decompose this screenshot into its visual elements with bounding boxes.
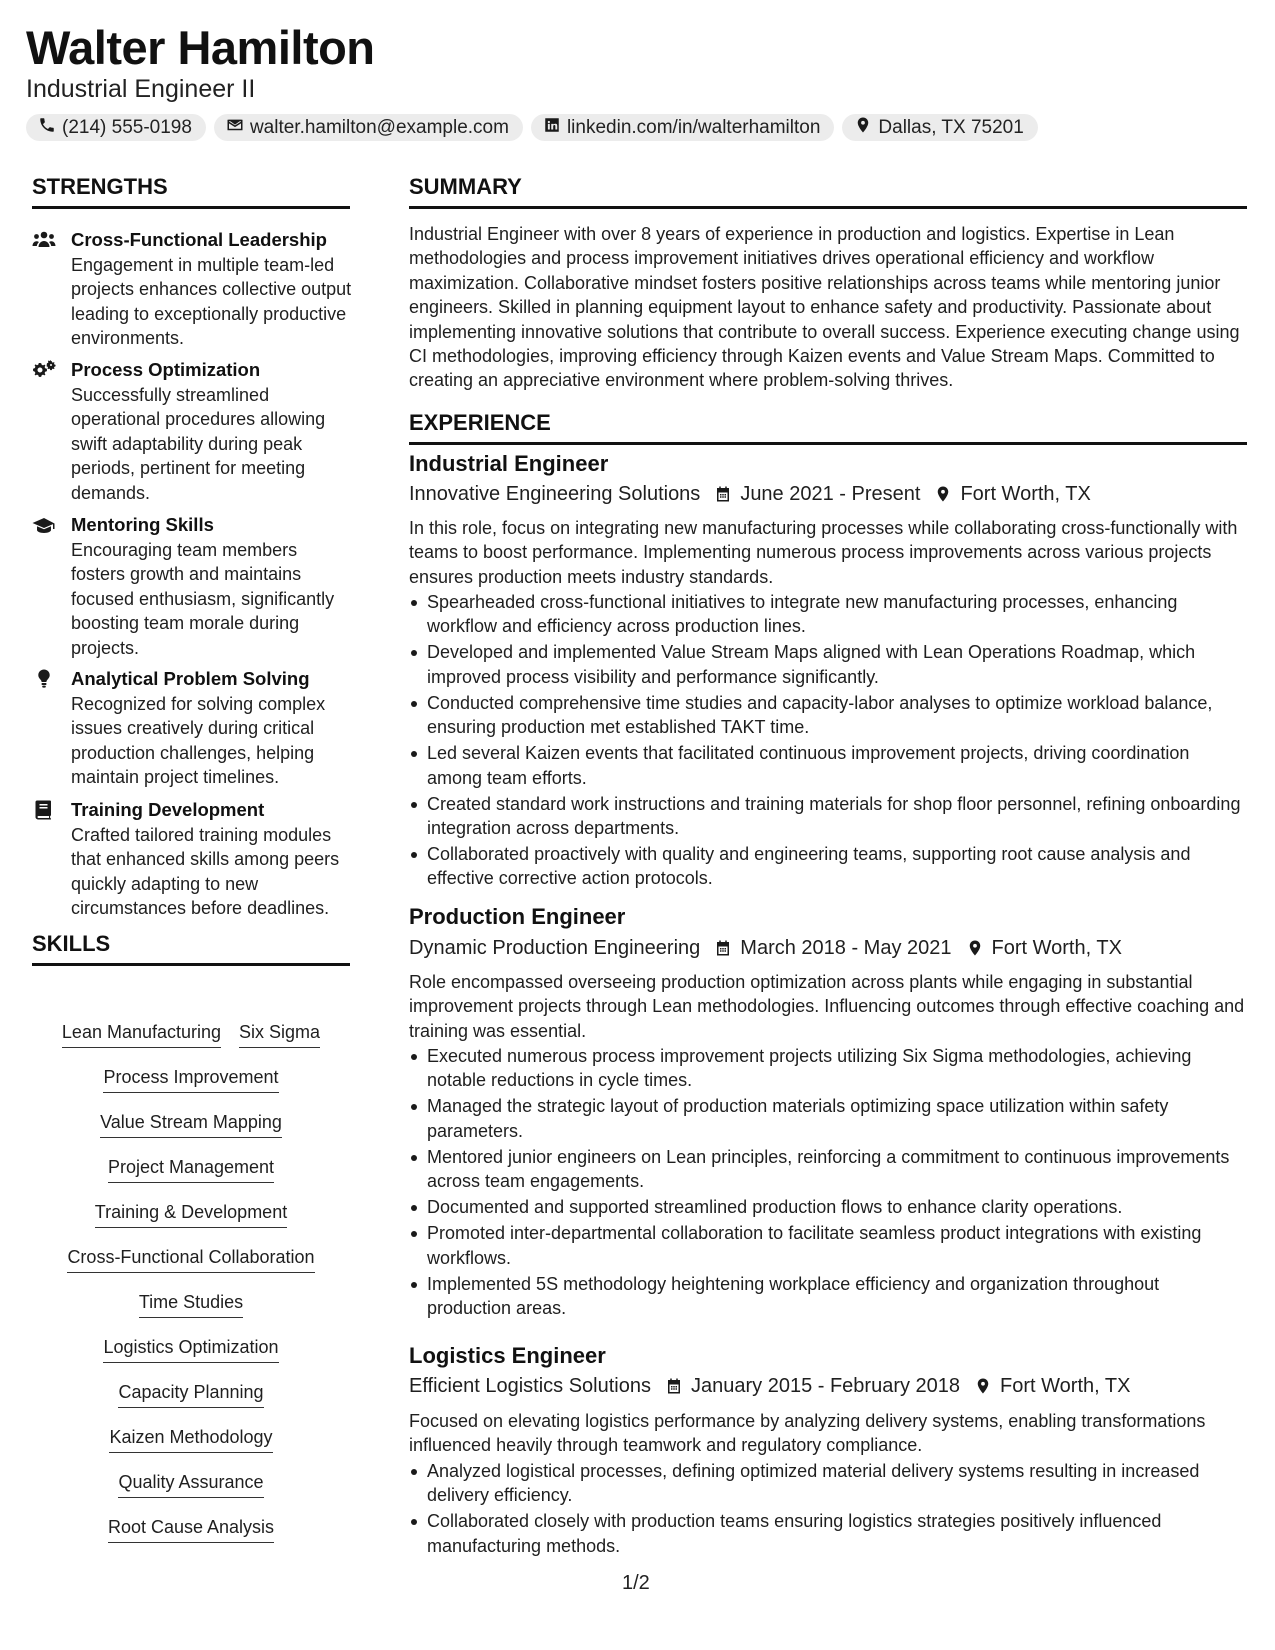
experience-heading: EXPERIENCE xyxy=(409,410,1247,445)
skill-tag: Logistics Optimization xyxy=(103,1335,278,1363)
skill-tag: Process Improvement xyxy=(103,1065,278,1093)
map-pin-icon xyxy=(974,1377,992,1395)
job-location: Fort Worth, TX xyxy=(1000,1375,1131,1397)
contact-linkedin[interactable] xyxy=(531,114,834,141)
strength-title: Training Development xyxy=(71,799,265,820)
job-dates: January 2015 - February 2018 xyxy=(690,1375,961,1397)
job-dates: March 2018 - May 2021 xyxy=(740,937,952,959)
skill-row xyxy=(32,1515,350,1543)
skill-tag: Six Sigma xyxy=(239,1020,320,1048)
company-name: Dynamic Production Engineering xyxy=(409,937,701,959)
skill-row xyxy=(32,1110,350,1138)
strength-description: Crafted tailored training modules that enhanced skills among peers quickly adapting to new circumstances before deadlines. xyxy=(71,825,340,919)
contact-phone-text: (214) 555-0198 xyxy=(62,116,192,138)
skill-row xyxy=(32,1290,350,1318)
map-pin-icon xyxy=(854,116,872,140)
contact-location[interactable] xyxy=(842,114,1037,141)
map-pin-icon xyxy=(934,485,952,503)
skill-tag: Root Cause Analysis xyxy=(108,1515,274,1543)
bullet-item: Led several Kaizen events that facilitated continuous improvement projects, driving coordination among team efforts. xyxy=(409,741,1247,790)
calendar-icon xyxy=(714,485,732,503)
graduation-cap-icon xyxy=(32,515,56,535)
strength-title: Process Optimization xyxy=(71,359,261,380)
skill-tag: Time Studies xyxy=(139,1290,243,1318)
job-description: Role encompassed overseeing production optimization across plants while engaging in substantial improvement projects through Lean methodologies. Influencing outcomes through effective coaching and training was essential. xyxy=(409,972,1245,1041)
summary-heading: SUMMARY xyxy=(409,174,1247,209)
bullet-item: Promoted inter-departmental collaboration to facilitate seamless product integrations with existing workflows. xyxy=(409,1221,1247,1270)
bullet-item: Spearheaded cross-functional initiatives to integrate new manufacturing processes, enhancing workflow and efficiency across production lines. xyxy=(409,590,1247,639)
linkedin-icon xyxy=(543,116,561,140)
skill-row xyxy=(32,1200,350,1228)
bullet-item: Implemented 5S methodology heightening workplace efficiency and organization throughout production areas. xyxy=(409,1272,1247,1321)
summary-text: Industrial Engineer with over 8 years of experience in production and logistics. Expertise in Lean methodologies and process improvement initiatives drives operational efficiency and workflow maximization. Collaborative mindset fosters positive relationships across teams while mentoring junior engineers. Skilled in planning equipment layout to enhance safety and productivity. Passionate about implementing innovative solutions that contribute to overall success. Experience executing change using CI methodologies, improving efficiency through Kaizen events and Value Stream Maps. Committed to creating an appreciative environment where problem-solving thrives. xyxy=(409,224,1240,391)
strength-description: Encouraging team members fosters growth and maintains focused enthusiasm, significantly boosting team morale during projects. xyxy=(71,540,335,658)
phone-icon xyxy=(38,116,56,140)
skill-tag: Training & Development xyxy=(95,1200,287,1228)
skill-tag: Lean Manufacturing xyxy=(62,1020,221,1048)
map-pin-icon xyxy=(966,939,984,957)
bullet-item: Conducted comprehensive time studies and capacity-labor analyses to optimize workload balance, ensuring production met established TAKT time. xyxy=(409,691,1247,740)
bullet-item: Mentored junior engineers on Lean principles, reinforcing a commitment to continuous improvements across team engagements. xyxy=(409,1145,1247,1194)
contact-phone[interactable] xyxy=(26,114,206,141)
bullet-item: Analyzed logistical processes, defining optimized material delivery systems resulting in increased delivery efficiency. xyxy=(409,1459,1247,1508)
skill-tag: Kaizen Methodology xyxy=(109,1425,272,1453)
calendar-icon xyxy=(714,939,732,957)
job-meta xyxy=(409,935,1122,961)
book-icon xyxy=(32,800,56,820)
bullet-item: Collaborated closely with production teams ensuring logistics strategies positively influenced manufacturing methods. xyxy=(409,1509,1247,1558)
skill-row xyxy=(32,1155,350,1183)
company-name: Innovative Engineering Solutions xyxy=(409,483,701,505)
job-meta xyxy=(409,1373,1130,1399)
job-description: In this role, focus on integrating new manufacturing processes while collaborating cross-functionally with teams to boost performance. Implementing numerous process improvements across various projects ensures production meets industry standards. xyxy=(409,518,1238,587)
skill-tag: Project Management xyxy=(108,1155,274,1183)
skill-tag: Quality Assurance xyxy=(118,1470,263,1498)
contact-location-text: Dallas, TX 75201 xyxy=(878,116,1024,138)
skill-row xyxy=(32,1245,350,1273)
skill-row xyxy=(32,1065,350,1093)
envelope-icon xyxy=(226,116,244,140)
skill-tag: Value Stream Mapping xyxy=(100,1110,282,1138)
strengths-heading: STRENGTHS xyxy=(32,174,350,209)
contact-bar xyxy=(26,114,1038,141)
strength-title: Cross-Functional Leadership xyxy=(71,229,327,250)
strength-description: Recognized for solving complex issues creatively during critical production challenges, helping maintain project timelines. xyxy=(71,694,326,788)
users-icon xyxy=(32,230,56,250)
job-title: Logistics Engineer xyxy=(409,1343,606,1368)
job-description: Focused on elevating logistics performance by analyzing delivery systems, enabling transformations influenced heavily through teamwork and regulatory compliance. xyxy=(409,1411,1206,1456)
job-meta xyxy=(409,481,1091,507)
skills-heading: SKILLS xyxy=(32,931,350,966)
job-title: Production Engineer xyxy=(409,904,626,929)
bullet-item: Collaborated proactively with quality and engineering teams, supporting root cause analysis and effective corrective action protocols. xyxy=(409,842,1247,891)
skill-row xyxy=(32,1470,350,1498)
bullet-item: Developed and implemented Value Stream Maps aligned with Lean Operations Roadmap, which improved process visibility and performance significantly. xyxy=(409,640,1247,689)
job-dates: June 2021 - Present xyxy=(740,483,921,505)
strength-title: Analytical Problem Solving xyxy=(71,668,310,689)
calendar-icon xyxy=(665,1377,683,1395)
contact-linkedin-text: linkedin.com/in/walterhamilton xyxy=(566,116,821,138)
job-bullets xyxy=(409,590,1247,892)
strength-description: Engagement in multiple team-led projects enhances collective output leading to exceptionally productive environments. xyxy=(71,255,352,349)
company-name: Efficient Logistics Solutions xyxy=(409,1375,651,1397)
job-title: Industrial Engineer xyxy=(409,451,609,476)
job-location: Fort Worth, TX xyxy=(991,937,1122,959)
skill-row xyxy=(32,1335,350,1363)
skill-tag: Cross-Functional Collaboration xyxy=(67,1245,314,1273)
skill-row xyxy=(32,1425,350,1453)
skill-row xyxy=(32,1380,350,1408)
skill-tag: Capacity Planning xyxy=(118,1380,263,1408)
lightbulb-icon xyxy=(32,669,56,689)
job-bullets xyxy=(409,1459,1247,1560)
contact-email-text: walter.hamilton@example.com xyxy=(249,116,509,138)
strength-title: Mentoring Skills xyxy=(71,514,214,535)
gears-icon xyxy=(32,360,56,380)
contact-email[interactable] xyxy=(214,114,523,141)
job-bullets xyxy=(409,1044,1247,1322)
skill-row xyxy=(32,1020,350,1048)
candidate-title: Industrial Engineer II xyxy=(26,75,256,103)
page-number: 1/2 xyxy=(622,1572,650,1594)
candidate-name: Walter Hamilton xyxy=(26,21,375,74)
bullet-item: Documented and supported streamlined production flows to enhance clarity operations. xyxy=(409,1195,1247,1219)
bullet-item: Executed numerous process improvement projects utilizing Six Sigma methodologies, achieving notable reductions in cycle times. xyxy=(409,1044,1247,1093)
job-location: Fort Worth, TX xyxy=(960,483,1091,505)
strength-description: Successfully streamlined operational procedures allowing swift adaptability during peak periods, pertinent for meeting demands. xyxy=(71,385,326,503)
bullet-item: Created standard work instructions and training materials for shop floor personnel, refining onboarding integration across departments. xyxy=(409,792,1247,841)
bullet-item: Managed the strategic layout of production materials optimizing space utilization within safety parameters. xyxy=(409,1094,1247,1143)
